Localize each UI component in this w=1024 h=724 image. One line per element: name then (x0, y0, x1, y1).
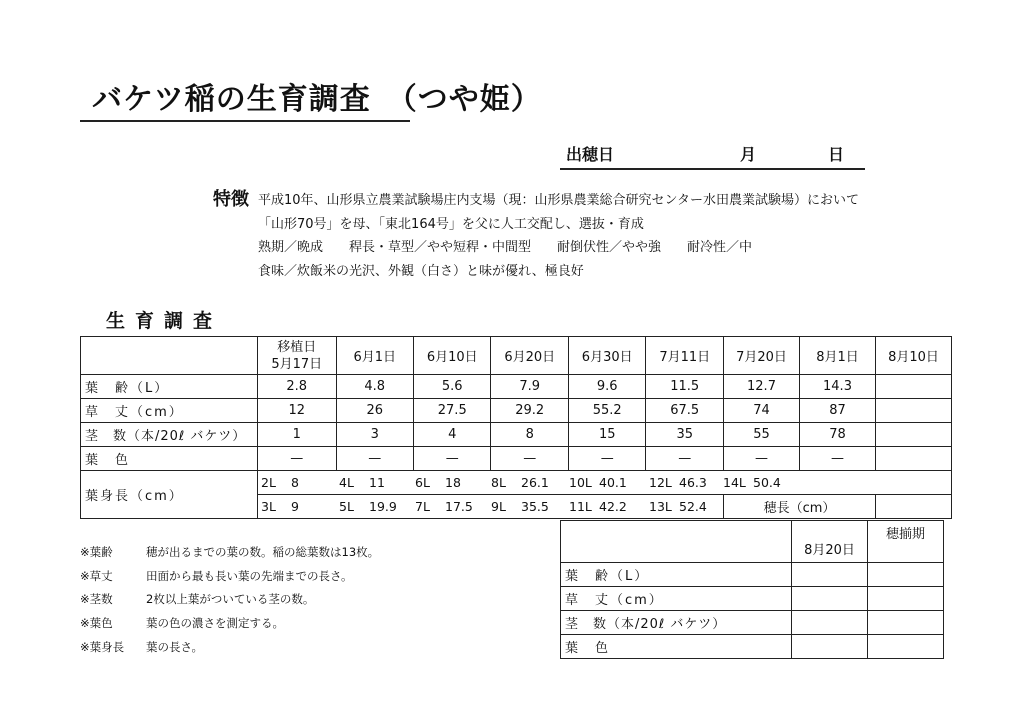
leaf-length-value: 52.4 (679, 499, 707, 514)
table-cell: 27.5 (414, 399, 491, 423)
leaf-number: 6L (415, 475, 430, 490)
table-cell: 12 (258, 399, 337, 423)
table-cell: 5.6 (414, 375, 491, 399)
table-cell: 67.5 (646, 399, 724, 423)
table-cell: 55.2 (568, 399, 645, 423)
header-date: 8月10日 (876, 337, 952, 375)
bottom-cell[interactable] (792, 563, 868, 587)
table-cell: — (414, 447, 491, 471)
leaf-number: 12L (649, 475, 672, 490)
table-row-plant-height (81, 399, 952, 423)
bottom-cell[interactable] (868, 611, 944, 635)
feature-line-1: 平成10年、山形県立農業試験場庄内支場（現：山形県農業総合研究センター水田農業試験場）において (258, 193, 860, 208)
leaf-length-entry (649, 499, 723, 514)
table-cell: 78 (800, 423, 876, 447)
leaf-number: 8L (491, 475, 506, 490)
table-row-stem-count (81, 423, 952, 447)
leaf-number: 11L (569, 499, 592, 514)
header-corner (81, 337, 258, 375)
header-date: 6月1日 (336, 337, 413, 375)
bottom-row-label: 葉 齢（L） (561, 563, 792, 587)
bottom-row (561, 635, 944, 659)
table-cell: — (724, 447, 800, 471)
note-leaf-color (80, 615, 284, 631)
bottom-row-label: 草 丈（cm） (561, 587, 792, 611)
note-key: ※葉身長 (80, 640, 125, 654)
leaf-length-value: 50.4 (753, 475, 781, 490)
header-date: 6月20日 (491, 337, 568, 375)
leaf-length-entry (649, 475, 723, 490)
leaf-number: 5L (339, 499, 354, 514)
note-text: 田面から最も長い葉の先端までの長さ。 (146, 569, 353, 583)
bottom-cell[interactable] (868, 563, 944, 587)
table-cell: — (646, 447, 724, 471)
bottom-row (561, 587, 944, 611)
leaf-length-value: 26.1 (521, 475, 549, 490)
table-header-row (81, 337, 952, 375)
table-cell-empty[interactable] (876, 375, 952, 399)
bottom-cell[interactable] (792, 587, 868, 611)
header-date: 8月1日 (800, 337, 876, 375)
heading-date-label: 出穂日 (566, 145, 615, 164)
row-label: 葉 色 (81, 447, 258, 471)
header-date: 7月20日 (724, 337, 800, 375)
note-key: ※草丈 (80, 569, 113, 583)
ear-length-value[interactable] (876, 495, 952, 519)
table-cell: 15 (568, 423, 645, 447)
table-cell: 87 (800, 399, 876, 423)
bottom-cell[interactable] (868, 635, 944, 659)
header-date: 6月30日 (568, 337, 645, 375)
table-cell: 9.6 (568, 375, 645, 399)
table-cell: 74 (724, 399, 800, 423)
table-cell: — (568, 447, 645, 471)
header-transplant-date (258, 337, 337, 375)
ear-length-label: 穂長（cm） (724, 495, 876, 519)
header-transplant-label: 移植日 (277, 339, 317, 355)
features-label: 特徴 (213, 189, 249, 210)
heading-date-day: 日 (828, 145, 845, 164)
table-cell: 4.8 (336, 375, 413, 399)
bottom-header-date: 8月20日 (792, 521, 868, 563)
table-row-leaf-age (81, 375, 952, 399)
feature-line-3: 熟期／晩成 稈長・草型／やや短稈・中間型 耐倒伏性／やや強 耐冷性／中 (258, 240, 753, 255)
heading-date-field[interactable] (560, 140, 865, 170)
leaf-length-value: 8 (291, 475, 299, 490)
leaf-length-value: 17.5 (445, 499, 473, 514)
leaf-length-value: 11 (369, 475, 385, 490)
table-cell-empty[interactable] (876, 399, 952, 423)
note-leaf-age (80, 544, 379, 560)
note-text: 葉の色の濃さを測定する。 (146, 616, 284, 630)
note-key: ※葉色 (80, 616, 113, 630)
leaf-length-entry (415, 475, 491, 490)
table-cell: — (491, 447, 568, 471)
leaf-number: 13L (649, 499, 672, 514)
bottom-row-label: 葉 色 (561, 635, 792, 659)
leaf-length-values-row1 (258, 471, 952, 495)
bottom-cell[interactable] (792, 611, 868, 635)
title-underline (80, 120, 410, 122)
heading-date-month: 月 (740, 145, 757, 164)
leaf-length-values-row2 (258, 495, 724, 519)
leaf-length-entry (261, 475, 339, 490)
note-text: 2枚以上葉がついている茎の数。 (146, 592, 315, 606)
table-cell: 35 (646, 423, 724, 447)
leaf-length-entry (415, 499, 491, 514)
bottom-cell[interactable] (868, 587, 944, 611)
bottom-row (561, 611, 944, 635)
header-date: 7月11日 (646, 337, 724, 375)
leaf-length-entry (491, 499, 569, 514)
table-cell: 55 (724, 423, 800, 447)
row-label: 草 丈（cm） (81, 399, 258, 423)
leaf-length-entry (339, 499, 415, 514)
feature-line-2: 「山形70号」を母、「東北164号」を父に人工交配し、選抜・育成 (258, 217, 644, 232)
bottom-row-label: 茎 数（本/20ℓ バケツ） (561, 611, 792, 635)
heading-survey-table (560, 520, 944, 659)
table-row-leaf-color (81, 447, 952, 471)
bottom-header-stage: 穂揃期 (868, 521, 944, 563)
page-title: バケツ稲の生育調査 （つや姫） (92, 82, 542, 117)
feature-line-4: 食味／炊飯米の光沢、外観（白さ）と味が優れ、極良好 (258, 264, 584, 279)
table-cell: 4 (414, 423, 491, 447)
row-label-leaf-length: 葉身長（cm） (81, 471, 258, 519)
leaf-length-value: 19.9 (369, 499, 397, 514)
leaf-number: 7L (415, 499, 430, 514)
leaf-length-entry (569, 499, 649, 514)
row-label: 茎 数（本/20ℓ バケツ） (81, 423, 258, 447)
note-text: 葉の長さ。 (146, 640, 204, 654)
leaf-length-value: 18 (445, 475, 461, 490)
leaf-number: 10L (569, 475, 592, 490)
table-row-leaf-length-1 (81, 471, 952, 495)
leaf-number: 3L (261, 499, 276, 514)
note-leaf-length (80, 639, 203, 655)
table-cell: 26 (336, 399, 413, 423)
bottom-row (561, 563, 944, 587)
leaf-number: 9L (491, 499, 506, 514)
table-cell: 7.9 (491, 375, 568, 399)
table-cell: — (800, 447, 876, 471)
section-title: 生育調査 (106, 310, 223, 332)
note-plant-height (80, 568, 353, 584)
leaf-length-entry (723, 475, 793, 490)
leaf-length-value: 42.2 (599, 499, 627, 514)
table-cell: 3 (336, 423, 413, 447)
leaf-length-entry (261, 499, 339, 514)
row-label: 葉 齢（L） (81, 375, 258, 399)
note-text: 穂が出るまでの葉の数。稲の総葉数は13枚。 (146, 545, 380, 559)
table-cell: 12.7 (724, 375, 800, 399)
header-date: 6月10日 (414, 337, 491, 375)
leaf-length-entry (491, 475, 569, 490)
growth-survey-table (80, 336, 952, 519)
header-transplant-value: 5月17日 (271, 356, 323, 372)
leaf-length-value: 40.1 (599, 475, 627, 490)
table-cell: — (336, 447, 413, 471)
bottom-header-row (561, 521, 944, 563)
leaf-length-value: 46.3 (679, 475, 707, 490)
bottom-cell[interactable] (792, 635, 868, 659)
note-key: ※茎数 (80, 592, 113, 606)
table-cell: 11.5 (646, 375, 724, 399)
table-cell-empty[interactable] (876, 447, 952, 471)
leaf-length-entry (569, 475, 649, 490)
table-cell-empty[interactable] (876, 423, 952, 447)
table-cell: 2.8 (258, 375, 337, 399)
leaf-number: 4L (339, 475, 354, 490)
note-key: ※葉齢 (80, 545, 113, 559)
table-cell: 14.3 (800, 375, 876, 399)
leaf-length-value: 35.5 (521, 499, 549, 514)
bottom-header-corner (561, 521, 792, 563)
leaf-length-value: 9 (291, 499, 299, 514)
leaf-length-entry (339, 475, 415, 490)
note-stem-count (80, 591, 314, 607)
leaf-number: 14L (723, 475, 746, 490)
table-cell: 8 (491, 423, 568, 447)
leaf-number: 2L (261, 475, 276, 490)
table-cell: — (258, 447, 337, 471)
table-cell: 1 (258, 423, 337, 447)
table-cell: 29.2 (491, 399, 568, 423)
